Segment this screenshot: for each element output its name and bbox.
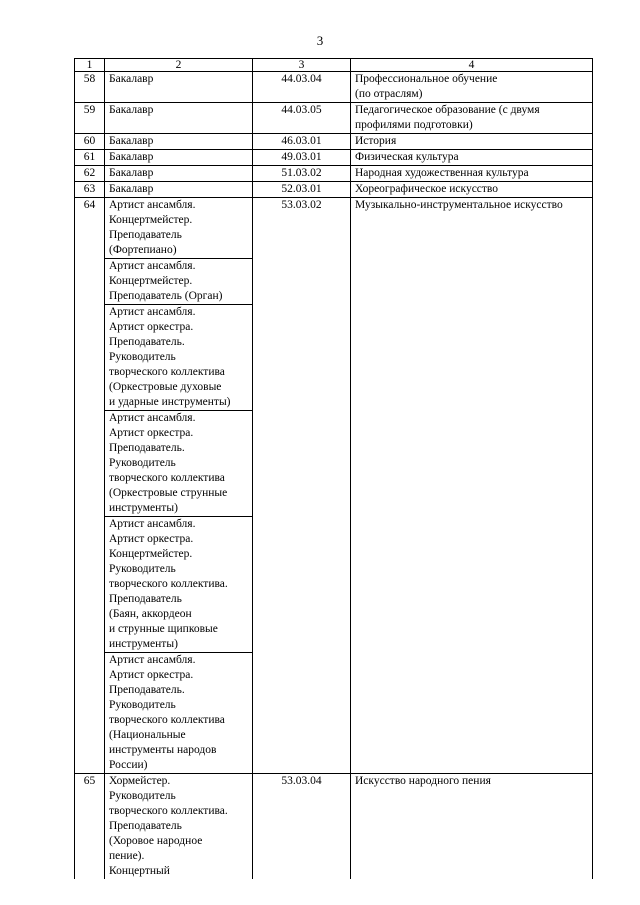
text-line: Концертмейстер.	[109, 548, 193, 560]
header-col-3: 3	[253, 59, 351, 72]
text-line: профилями подготовки)	[355, 119, 473, 131]
text-line: Артист ансамбля.	[109, 306, 196, 318]
row-number: 58	[75, 72, 105, 103]
row-number: 62	[75, 166, 105, 182]
text-line: инструменты)	[109, 502, 178, 514]
text-line: и ударные инструменты)	[109, 396, 231, 408]
text-line: Преподаватель	[109, 820, 182, 832]
text-line: Руководитель	[109, 699, 176, 711]
text-line: творческого коллектива.	[109, 578, 228, 590]
table-row	[75, 182, 593, 198]
specialty-code: 46.03.01	[253, 134, 351, 150]
qualification-cell	[105, 134, 253, 150]
text-line: Артист ансамбля.	[109, 518, 196, 530]
text-line: Физическая культура	[355, 151, 459, 163]
text-line: (Оркестровые струнные	[109, 487, 228, 499]
table-row-64	[75, 198, 593, 774]
table-row	[75, 166, 593, 182]
specialty-name	[351, 134, 593, 150]
page-number: 3	[316, 33, 324, 48]
specialty-code: 51.03.02	[253, 166, 351, 182]
text-line: инструменты)	[109, 638, 178, 650]
qualification-cell	[105, 103, 253, 134]
qualification-cell	[105, 166, 253, 182]
qualification-cell	[105, 774, 253, 880]
text-line: Руководитель	[109, 790, 176, 802]
specialty-code: 44.03.05	[253, 103, 351, 134]
text-line: (Фортепиано)	[109, 244, 177, 256]
text-line: Бакалавр	[109, 183, 154, 195]
text-line: Руководитель	[109, 351, 176, 363]
text-line: Артист оркестра.	[109, 427, 194, 439]
header-col-1: 1	[75, 59, 105, 72]
text-line: Руководитель	[109, 457, 176, 469]
text-line: Артист оркестра.	[109, 321, 194, 333]
row-number: 61	[75, 150, 105, 166]
table-row	[75, 72, 593, 103]
text-line: Концертный	[109, 865, 170, 877]
text-line: Артист ансамбля.	[109, 412, 196, 424]
text-line: Концертмейстер.	[109, 214, 193, 226]
text-line: творческого коллектива.	[109, 805, 228, 817]
row-number: 64	[75, 198, 105, 774]
specialty-code: 53.03.02	[253, 198, 351, 774]
text-line: Артист ансамбля.	[109, 199, 196, 211]
specialty-code: 52.03.01	[253, 182, 351, 198]
specialty-name	[351, 103, 593, 134]
text-line: Преподаватель	[109, 229, 182, 241]
text-line: творческого коллектива	[109, 714, 225, 726]
header-col-4: 4	[351, 59, 593, 72]
specialty-name: Музыкально-инструментальное искусство	[351, 198, 593, 774]
specialty-code: 44.03.04	[253, 72, 351, 103]
text-line: творческого коллектива	[109, 366, 225, 378]
text-line: России)	[109, 759, 148, 771]
table-row	[75, 134, 593, 150]
text-line: Народная художественная культура	[355, 167, 529, 179]
text-line: Хормейстер.	[109, 775, 171, 787]
text-line: (Баян, аккордеон	[109, 608, 192, 620]
specialty-name	[351, 182, 593, 198]
specialty-name	[351, 72, 593, 103]
specialty-name	[351, 166, 593, 182]
qualification-block	[105, 198, 252, 259]
qualification-block	[105, 517, 252, 653]
text-line: Преподаватель.	[109, 684, 185, 696]
row-number: 60	[75, 134, 105, 150]
text-line: Преподаватель.	[109, 336, 185, 348]
text-line: Бакалавр	[109, 135, 154, 147]
text-line: (по отраслям)	[355, 88, 423, 100]
qualification-block	[105, 259, 252, 305]
header-row	[75, 59, 593, 72]
qualification-block	[105, 653, 252, 773]
text-line: Хореографическое искусство	[355, 183, 499, 195]
text-line: Руководитель	[109, 563, 176, 575]
text-line: Преподаватель (Орган)	[109, 290, 223, 302]
text-line: История	[355, 135, 397, 147]
qualification-cell	[105, 182, 253, 198]
specialties-table	[74, 58, 593, 879]
text-line: творческого коллектива	[109, 472, 225, 484]
specialty-code: 53.03.04	[253, 774, 351, 880]
text-line: и струнные щипковые	[109, 623, 218, 635]
text-line: Бакалавр	[109, 167, 154, 179]
specialty-code: 49.03.01	[253, 150, 351, 166]
header-col-2: 2	[105, 59, 253, 72]
table-body	[75, 72, 593, 880]
specialty-name	[351, 150, 593, 166]
table-row	[75, 150, 593, 166]
row-number: 65	[75, 774, 105, 880]
text-line: (Оркестровые духовые	[109, 381, 222, 393]
qualification-block	[105, 411, 252, 517]
text-line: (Хоровое народное	[109, 835, 203, 847]
text-line: Артист оркестра.	[109, 669, 194, 681]
qualification-block	[105, 305, 252, 411]
text-line: инструменты народов	[109, 744, 217, 756]
text-line: (Национальные	[109, 729, 186, 741]
qualification-cell	[105, 72, 253, 103]
text-line: Преподаватель.	[109, 442, 185, 454]
text-line: Артист ансамбля.	[109, 654, 196, 666]
text-line: Профессиональное обучение	[355, 73, 498, 85]
text-line: Артист оркестра.	[109, 533, 194, 545]
row-number: 63	[75, 182, 105, 198]
text-line: Бакалавр	[109, 73, 154, 85]
text-line: Артист ансамбля.	[109, 260, 196, 272]
specialty-name: Искусство народного пения	[351, 774, 593, 880]
table-row-65	[75, 774, 593, 880]
qualification-cell	[105, 150, 253, 166]
text-line: Преподаватель	[109, 593, 182, 605]
text-line: Педагогическое образование (с двумя	[355, 104, 540, 116]
row-number: 59	[75, 103, 105, 134]
text-line: Бакалавр	[109, 151, 154, 163]
text-line: Бакалавр	[109, 104, 154, 116]
text-line: Концертмейстер.	[109, 275, 193, 287]
table-row	[75, 103, 593, 134]
text-line: пение).	[109, 850, 145, 862]
qualification-cell	[105, 198, 253, 774]
